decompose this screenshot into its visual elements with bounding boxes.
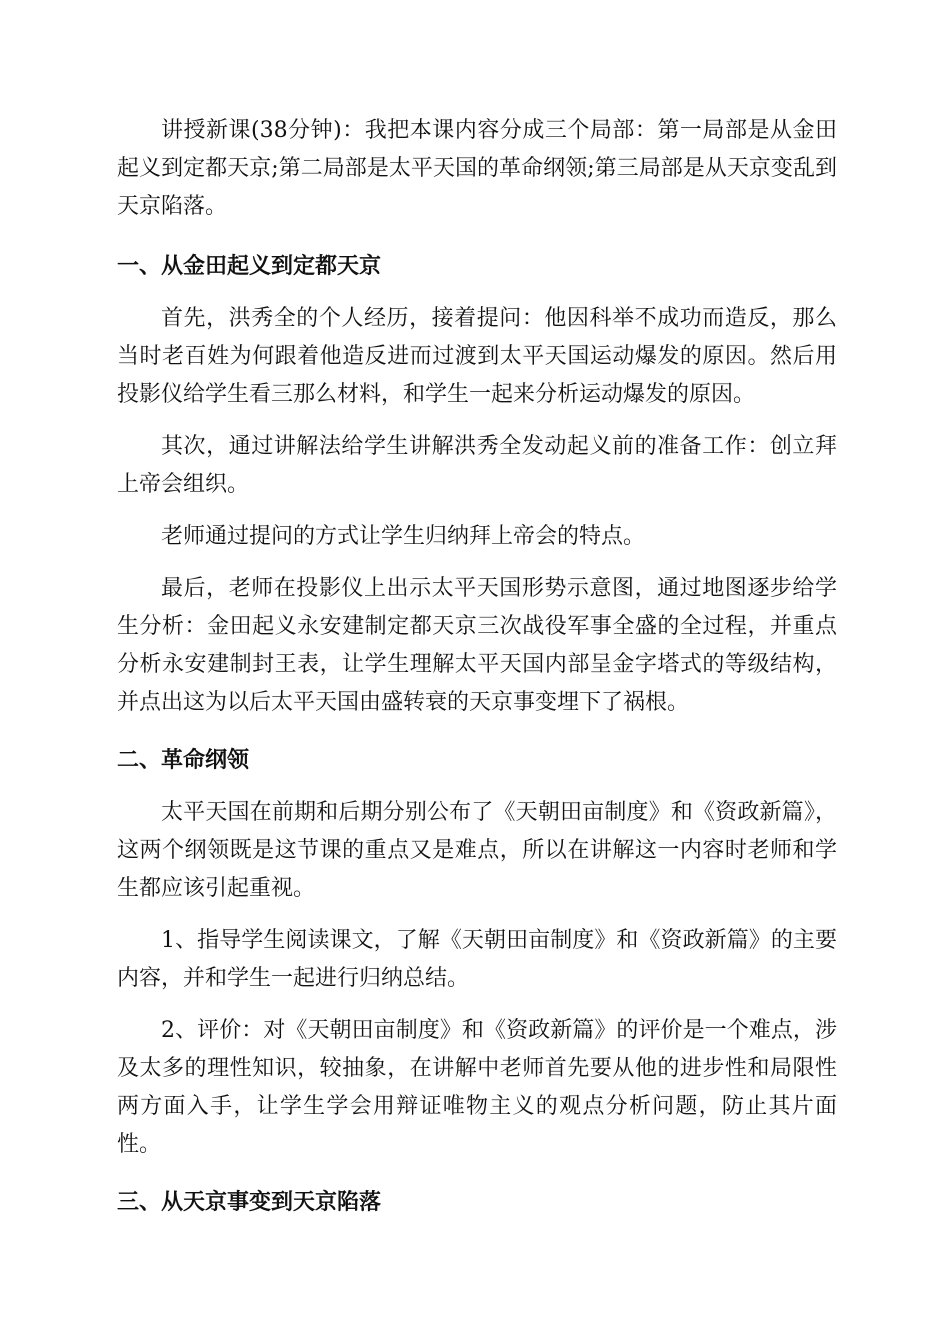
section-heading-3: 三、从天京事变到天京陷落 [117, 1190, 382, 1215]
section1-paragraph-2: 其次，通过讲解法给学生讲解洪秀全发动起义前的准备工作：创立拜上帝会组织。 [117, 434, 837, 497]
document-body [117, 112, 837, 1236]
section1-paragraph-1: 首先，洪秀全的个人经历，接着提问：他因科举不成功而造反，那么当时老百姓为何跟着他造反进而过渡到太平天国运动爆发的原因。然后用投影仪给学生看三那么材料，和学生一起来分析运动爆发的原因。 [117, 306, 837, 407]
section2-paragraph-2: 1、指导学生阅读课文，了解《天朝田亩制度》和《资政新篇》的主要内容，并和学生一起进行归纳总结。 [117, 928, 837, 991]
section2-paragraph-1: 太平天国在前期和后期分别公布了《天朝田亩制度》和《资政新篇》，这两个纲领既是这节课的重点又是难点，所以在讲解这一内容时老师和学生都应该引起重视。 [117, 800, 837, 901]
section1-paragraph-3: 老师通过提问的方式让学生归纳拜上帝会的特点。 [161, 524, 646, 549]
section2-paragraph-3: 2、评价：对《天朝田亩制度》和《资政新篇》的评价是一个难点，涉及太多的理性知识，较抽象，在讲解中老师首先要从他的进步性和局限性两方面入手，让学生学会用辩证唯物主义的观点分析问题，防止其片面性。 [117, 1018, 837, 1157]
intro-paragraph: 讲授新课(38分钟)：我把本课内容分成三个局部：第一局部是从金田起义到定都天京;第二局部是太平天国的革命纲领;第三局部是从天京变乱到天京陷落。 [117, 118, 837, 219]
section1-paragraph-4: 最后，老师在投影仪上出示太平天国形势示意图，通过地图逐步给学生分析：金田起义永安建制定都天京三次战役军事全盛的全过程，并重点分析永安建制封王表，让学生理解太平天国内部呈金字塔式的等级结构，并点出这为以后太平天国由盛转衰的天京事变埋下了祸根。 [117, 576, 837, 715]
section-heading-2: 二、革命纲领 [117, 748, 250, 773]
section-heading-1: 一、从金田起义到定都天京 [117, 254, 382, 279]
